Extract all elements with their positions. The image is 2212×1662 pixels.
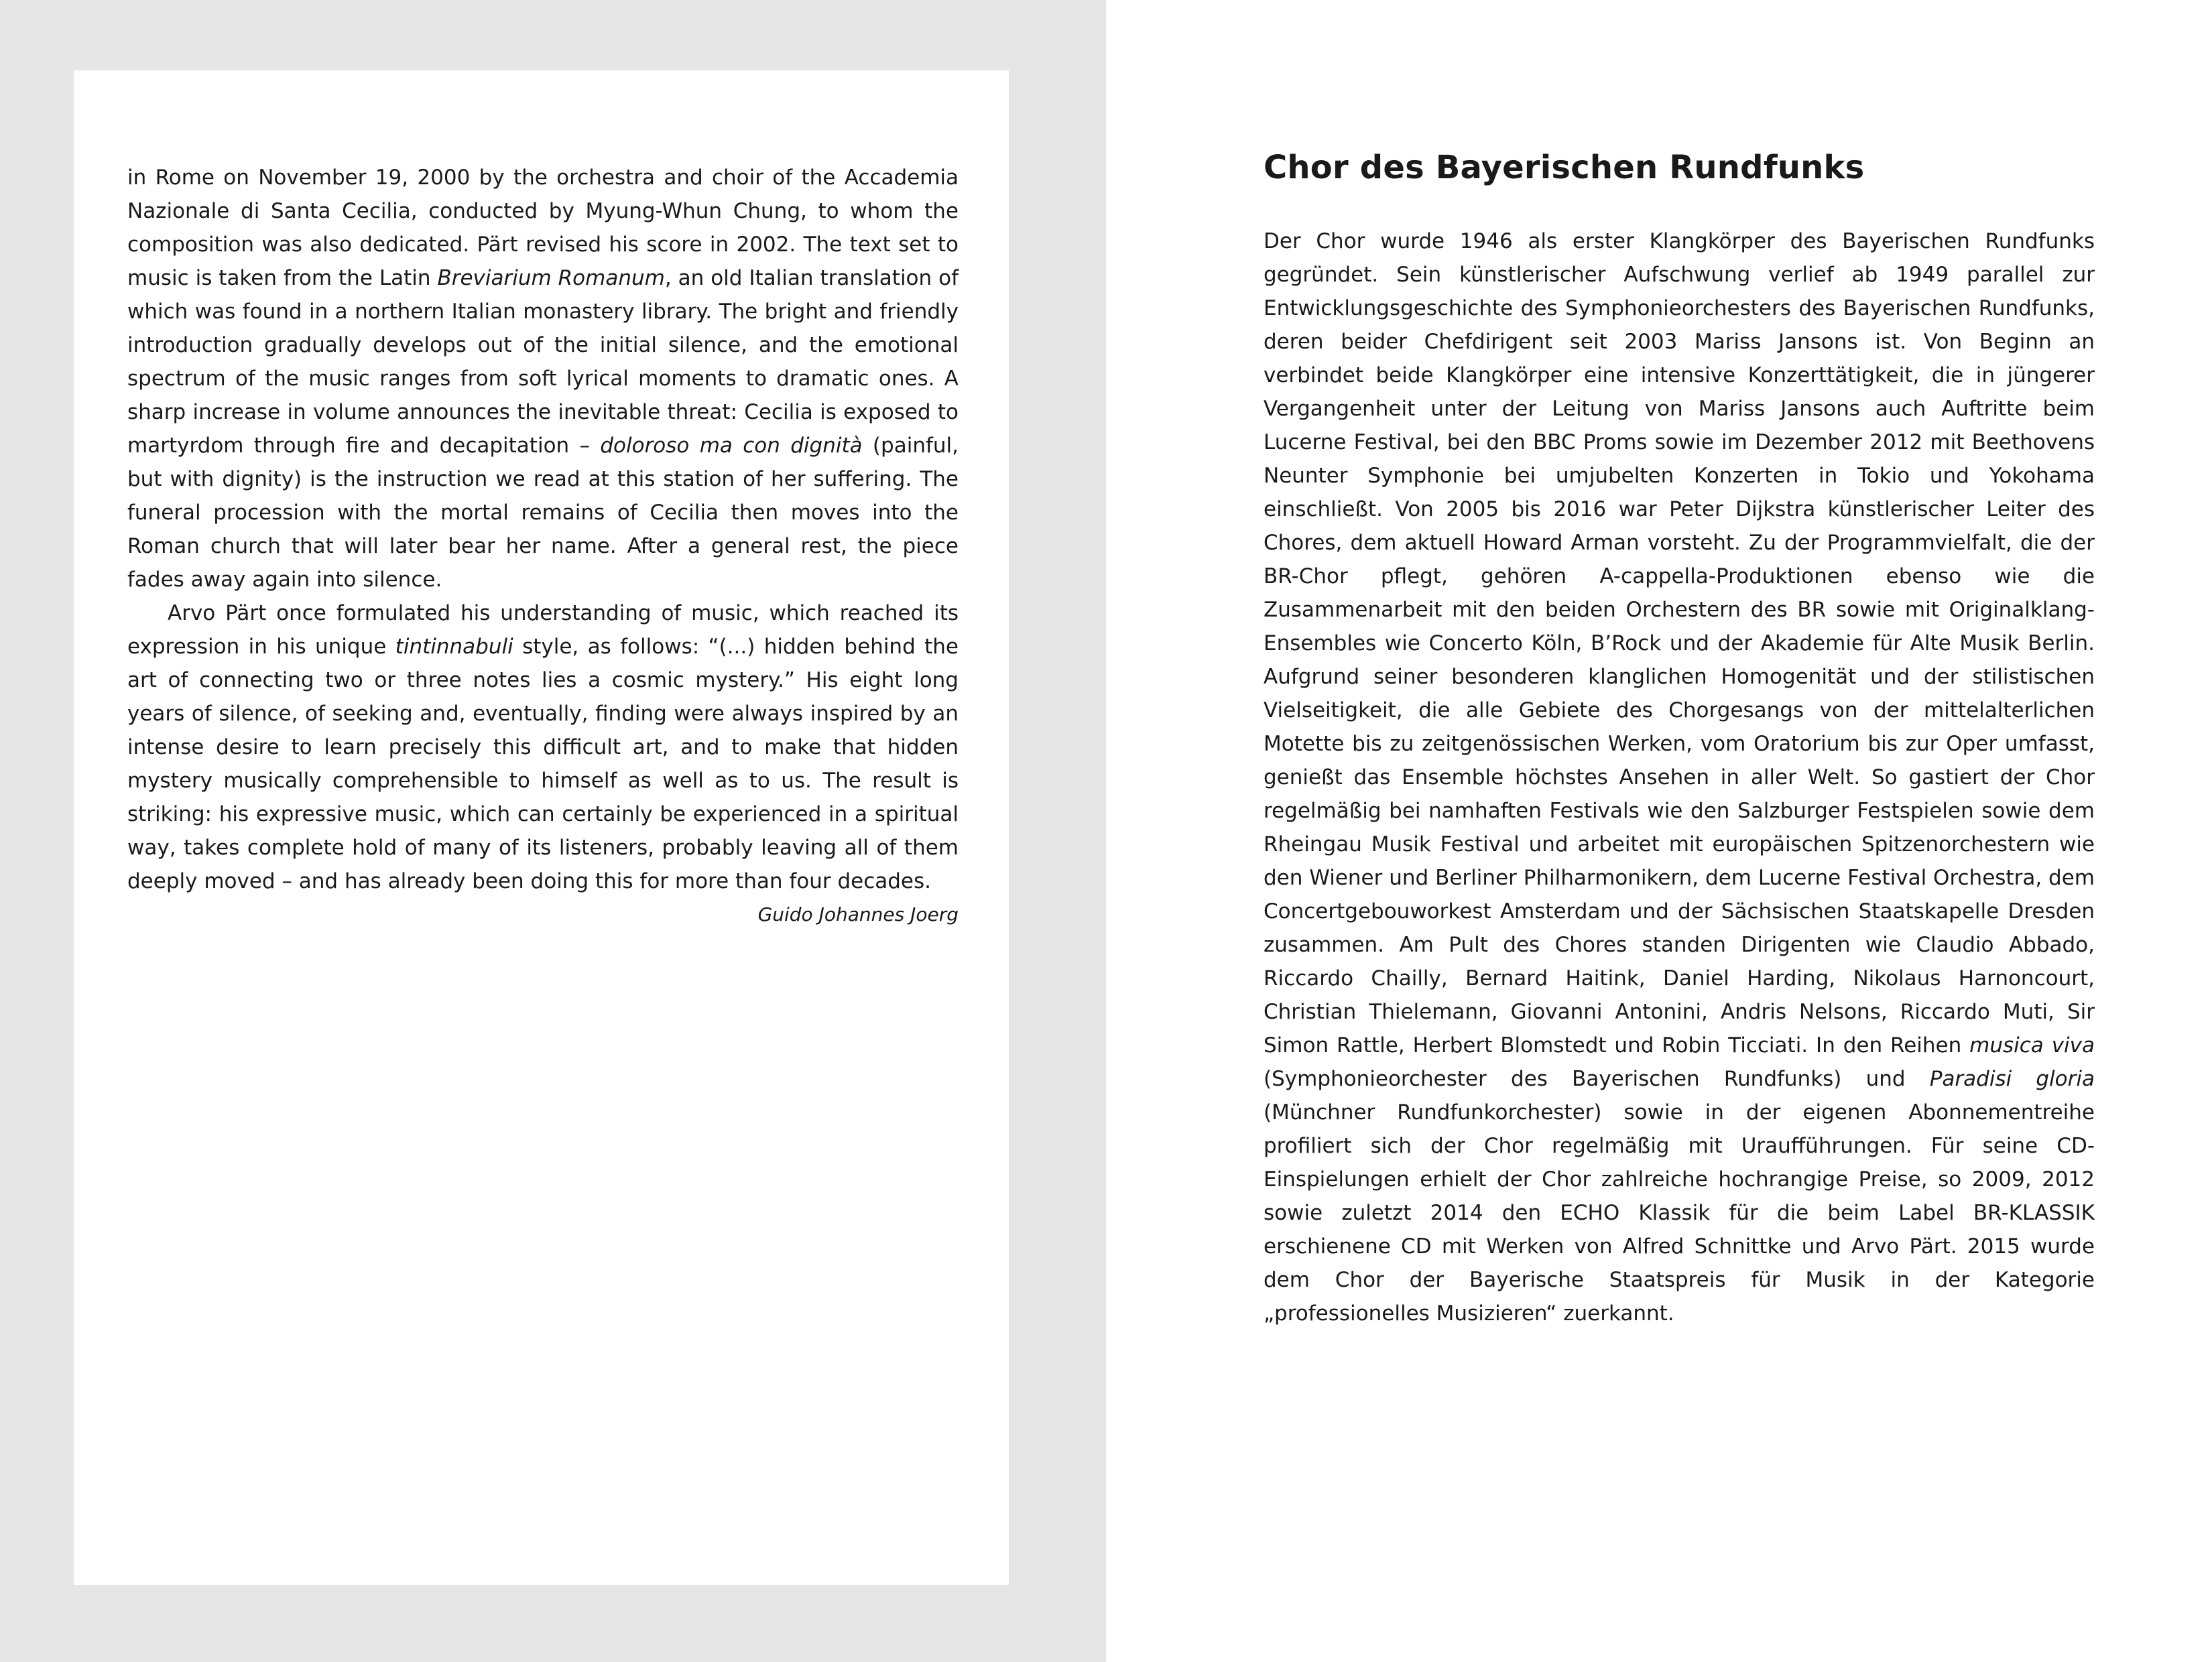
section-title: Chor des Bayerischen Rundfunks bbox=[1264, 149, 1865, 186]
tempo-marking: doloroso ma con dignità bbox=[600, 434, 863, 458]
paradisi-gloria-series: Paradisi gloria bbox=[1929, 1067, 2095, 1091]
paragraph-tintinnabuli: Arvo Pärt once formulated his understanding of music, which reached its expression in his unique tintinnabuli style, as follows: “(...) hidden behind the art of connecting two or three notes lies a cosmic mystery.” His eight long years of silence, of seeking and, eventually, finding were always inspired by an intense desire to learn precisely this difficult art, and to make that hidden mystery musically comprehensible to himself as well as to us. The result is striking: his expressive music, which can certainly be experienced in a spiritual way, takes complete hold of many of its listeners, probably leaving all of them deeply moved – and has already been doing this for more than four decades. bbox=[127, 601, 959, 893]
breviarium-title: Breviarium Romanum bbox=[437, 266, 665, 290]
paragraph-cecilia-premiere: in Rome on November 19, 2000 by the orchestra and choir of the Accademia Nazionale di Santa Cecilia, conducted by Myung-Whun Chung, to whom the composition was also dedicated. Pärt revised his score in 2002. The text set to music is taken from the Latin Breviarium Romanum, an old Italian translation of which was found in a northern Italian monastery library. The bright and friendly introduction gradually develops out of the initial silence, and the emotional spectrum of the music ranges from soft lyrical moments to dramatic ones. A sharp increase in volume announces the inevitable threat: Cecilia is exposed to martyrdom through fire and decapitation – doloroso ma con dignità (painful, but with dignity) is the instruction we read at this station of her suffering. The funeral procession with the mortal remains of Cecilia then moves into the Roman church that will later bear her name. After a general rest, the piece fades away again into silence. bbox=[127, 166, 959, 592]
tintinnabuli-term: tintinnabuli bbox=[395, 635, 513, 659]
author-signature: Guido Johannes Joerg bbox=[757, 903, 959, 925]
musica-viva-series: musica viva bbox=[1969, 1033, 2095, 1058]
left-page-text bbox=[127, 161, 959, 932]
choir-biography: Der Chor wurde 1946 als erster Klangkörper des Bayerischen Rundfunks gegründet. Sein künstlerischer Aufschwung verlief ab 1949 parallel zur Entwicklungsgeschichte des Symphonieorchesters des Bayerischen Rundfunks, deren beider Chefdirigent seit 2003 Mariss Jansons ist. Von Beginn an verbindet beide Klangkörper eine intensive Konzerttätigkeit, die in jüngerer Vergangenheit unter der Leitung von Mariss Jansons auch Auftritte beim Lucerne Festival, bei den BBC Proms sowie im Dezember 2012 mit Beethovens Neunter Symphonie bei umjubelten Konzerten in Tokio und Yokohama einschließt. Von 2005 bis 2016 war Peter Dijkstra künstlerischer Leiter des Chores, dem aktuell Howard Arman vorsteht. Zu der Programmvielfalt, die der BR-Chor pflegt, gehören A-cappella-Produktionen ebenso wie die Zusammenarbeit mit den beiden Orchestern des BR sowie mit Originalklang-Ensembles wie Concerto Köln, B’Rock und der Akademie für Alte Musik Berlin. Aufgrund seiner besonderen klanglichen Homogenität und der stilistischen Vielseitigkeit, die alle Gebiete des Chorgesangs von der mittelalterlichen Motette bis zu zeitgenössischen Werken, vom Oratorium bis zur Oper umfasst, genießt das Ensemble höchstes Ansehen in aller Welt. So gastiert der Chor regelmäßig bei namhaften Festivals wie den Salzburger Festspielen sowie dem Rheingau Musik Festival und arbeitet mit europäischen Spitzenorchestern wie den Wiener und Berliner Philharmonikern, dem Lucerne Festival Orchestra, dem Concertgebouworkest Amsterdam und der Sächsischen Staatskapelle Dresden zusammen. Am Pult des Chores standen Dirigenten wie Claudio Abbado, Riccardo Chailly, Bernard Haitink, Daniel Harding, Nikolaus Harnoncourt, Christian Thielemann, Giovanni Antonini, Andris Nelsons, Riccardo Muti, Sir Simon Rattle, Herbert Blomstedt und Robin Ticciati. In den Reihen musica viva (Symphonieorchester des Bayerischen Rundfunks) und Paradisi gloria (Münchner Rundfunkorchester) sowie in der eigenen Abonnementreihe profiliert sich der Chor regelmäßig mit Uraufführungen. Für seine CD-Einspielungen erhielt der Chor zahlreiche hochrangige Preise, so 2009, 2012 sowie zuletzt 2014 den ECHO Klassik für die beim Label BR-KLASSIK erschienene CD mit Werken von Alfred Schnittke und Arvo Pärt. 2015 wurde dem Chor der Bayerische Staatspreis für Musik in der Kategorie „professionelles Musizieren“ zuerkannt. bbox=[1264, 229, 2095, 1326]
right-page bbox=[1106, 0, 2212, 1662]
left-page bbox=[74, 70, 1009, 1585]
